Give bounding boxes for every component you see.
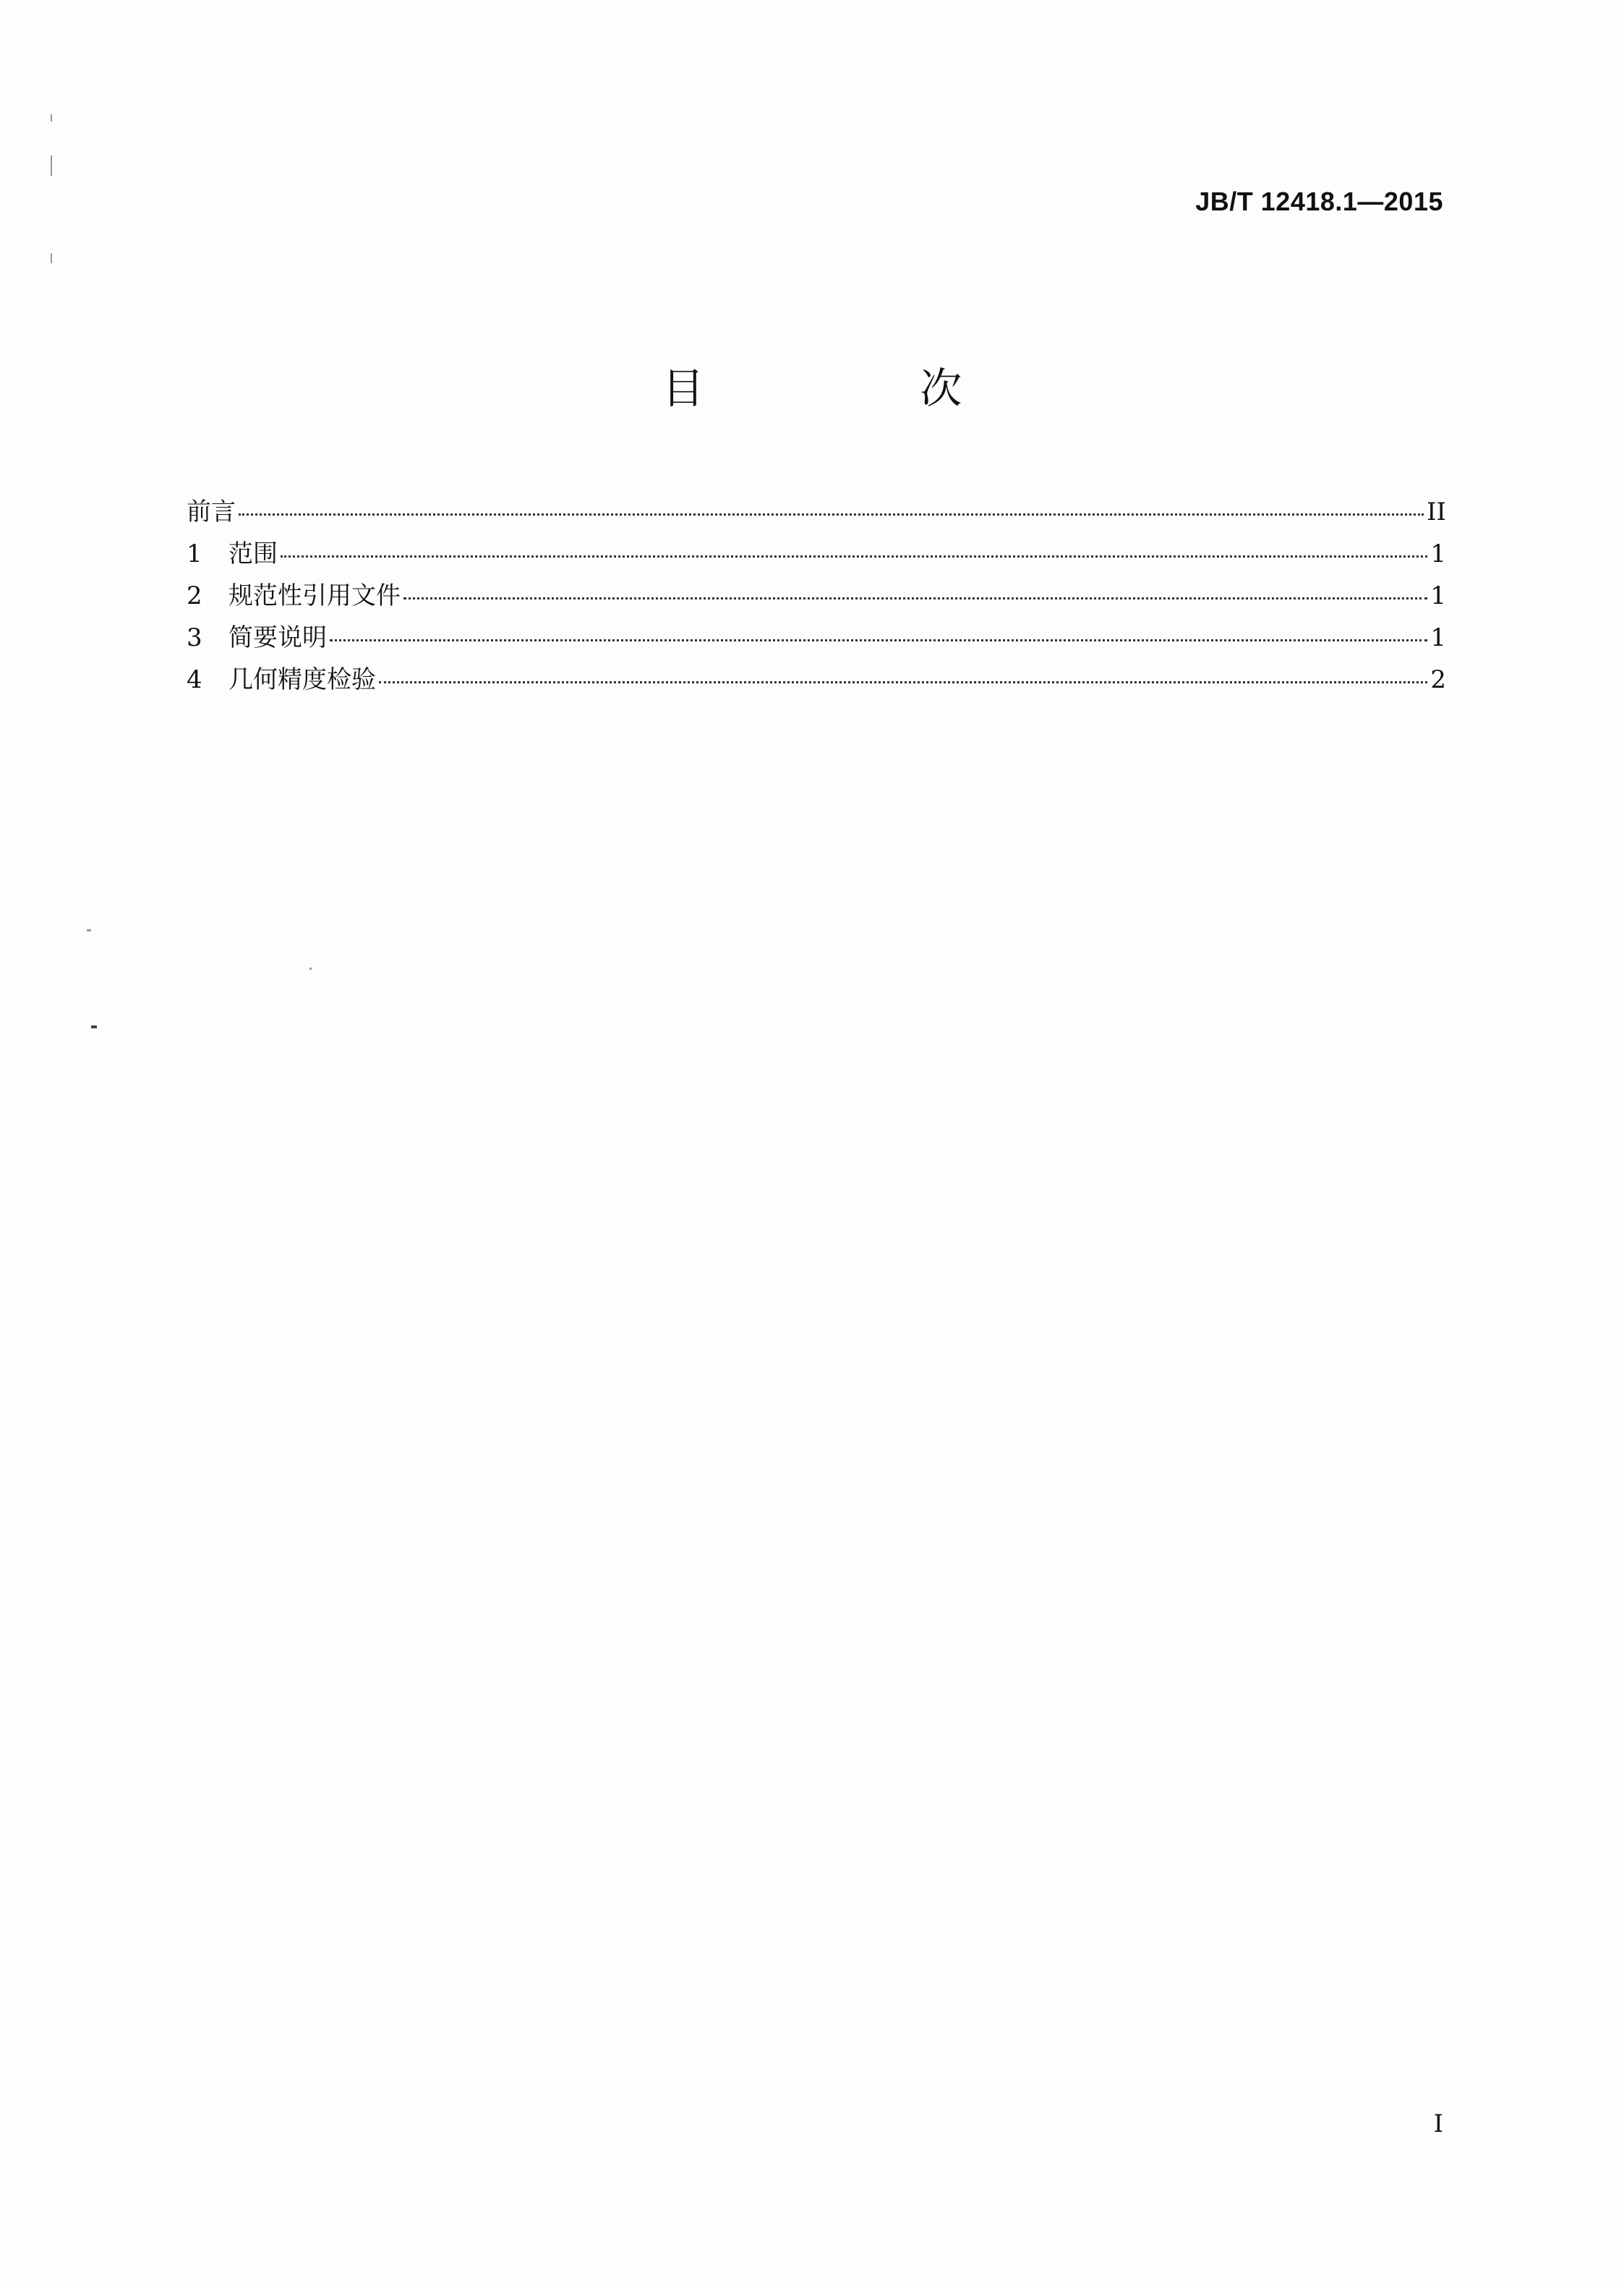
scan-artifact <box>51 253 52 263</box>
dot-leader <box>379 681 1427 683</box>
toc-entry-number: 4 <box>187 665 202 694</box>
toc-entry-label: 前言 <box>187 498 236 526</box>
toc-entry-brief-description[interactable] <box>187 618 1446 660</box>
toc-title: 目 次 <box>662 364 1064 413</box>
toc-entry-label: 简要说明 <box>228 623 327 652</box>
toc-entry-number: 1 <box>187 539 202 568</box>
scan-artifact <box>51 114 52 121</box>
toc-entry-preface[interactable] <box>187 492 1446 534</box>
toc-entry-page: 1 <box>1430 623 1446 652</box>
toc-entry-page: 2 <box>1430 665 1446 694</box>
dot-leader <box>403 597 1427 599</box>
toc-entry-number: 2 <box>187 581 202 610</box>
toc-entry-label: 几何精度检验 <box>228 665 376 694</box>
toc-entry-geometric-accuracy-inspection[interactable] <box>187 660 1446 701</box>
toc-entry-page: II <box>1427 498 1446 526</box>
toc-entry-label: 范围 <box>228 539 278 568</box>
toc-entry-scope[interactable] <box>187 534 1446 576</box>
page-number: I <box>1433 2109 1443 2138</box>
scan-artifact <box>309 968 312 970</box>
toc-entry-label: 规范性引用文件 <box>228 581 401 610</box>
table-of-contents <box>187 492 1446 701</box>
document-code: JB/T 12418.1—2015 <box>1195 187 1443 216</box>
scan-artifact <box>91 1025 97 1028</box>
dot-leader <box>239 513 1424 516</box>
scan-artifact <box>51 155 52 176</box>
toc-entry-number: 3 <box>187 623 202 652</box>
toc-entry-page: 1 <box>1430 581 1446 610</box>
dot-leader <box>281 555 1427 558</box>
dot-leader <box>330 639 1427 641</box>
toc-entry-page: 1 <box>1430 539 1446 568</box>
scan-artifact <box>87 929 91 931</box>
toc-entry-normative-references[interactable] <box>187 576 1446 618</box>
